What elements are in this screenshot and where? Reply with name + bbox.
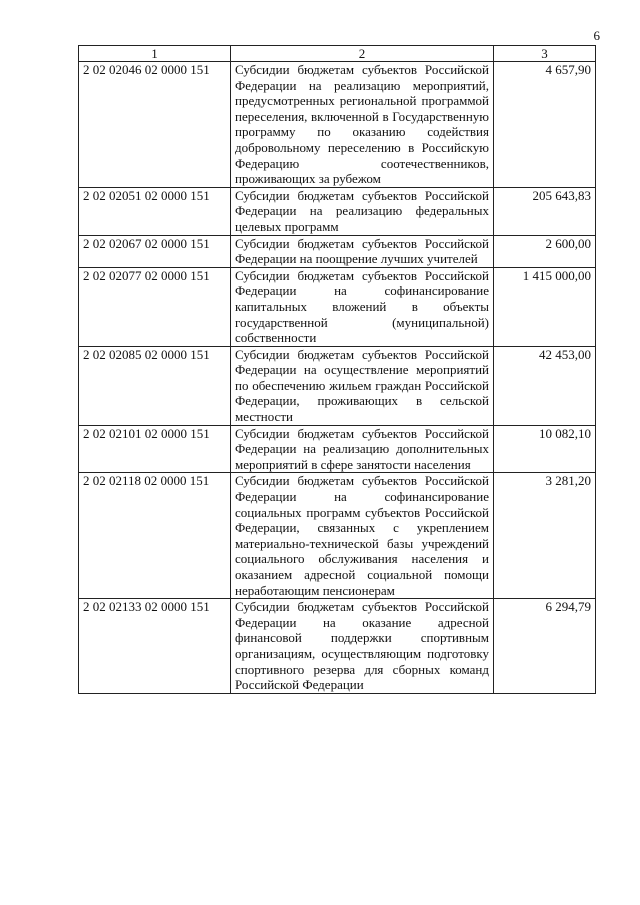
table-row xyxy=(79,473,596,599)
table-body xyxy=(79,62,596,694)
amount: 205 643,83 xyxy=(494,187,596,235)
budget-code: 2 02 02067 02 0000 151 xyxy=(79,235,231,267)
header-row xyxy=(79,46,596,62)
table-header xyxy=(79,46,596,62)
header-cell-2: 2 xyxy=(231,46,494,62)
description: Субсидии бюджетам субъектов Российской Федерации на поощрение лучших учителей xyxy=(231,235,494,267)
budget-code: 2 02 02077 02 0000 151 xyxy=(79,267,231,346)
description: Субсидии бюджетам субъектов Российской Федерации на оказание адресной финансовой поддержки спортивным организациям, осуществляющим подготовку спортивного резерва для сборных команд Российской Федерации xyxy=(231,599,494,694)
budget-code: 2 02 02046 02 0000 151 xyxy=(79,62,231,188)
table-row xyxy=(79,267,596,346)
description: Субсидии бюджетам субъектов Российской Федерации на реализацию федеральных целевых программ xyxy=(231,187,494,235)
amount: 1 415 000,00 xyxy=(494,267,596,346)
table-row xyxy=(79,346,596,425)
amount: 6 294,79 xyxy=(494,599,596,694)
amount: 4 657,90 xyxy=(494,62,596,188)
budget-table xyxy=(78,45,596,694)
budget-code: 2 02 02101 02 0000 151 xyxy=(79,425,231,473)
header-cell-1: 1 xyxy=(79,46,231,62)
description: Субсидии бюджетам субъектов Российской Федерации на реализацию мероприятий, предусмотренных региональной программой переселения, включенной в Государственную программу по оказанию содействия добровольному переселению в Российскую Федерацию соотечественников, проживающих за рубежом xyxy=(231,62,494,188)
amount: 2 600,00 xyxy=(494,235,596,267)
budget-code: 2 02 02085 02 0000 151 xyxy=(79,346,231,425)
amount: 42 453,00 xyxy=(494,346,596,425)
budget-code: 2 02 02051 02 0000 151 xyxy=(79,187,231,235)
header-cell-3: 3 xyxy=(494,46,596,62)
table-row xyxy=(79,599,596,694)
amount: 10 082,10 xyxy=(494,425,596,473)
page-number: 6 xyxy=(593,28,600,43)
table-row xyxy=(79,62,596,188)
budget-code: 2 02 02133 02 0000 151 xyxy=(79,599,231,694)
amount: 3 281,20 xyxy=(494,473,596,599)
table-row xyxy=(79,425,596,473)
description: Субсидии бюджетам субъектов Российской Федерации на осуществление мероприятий по обеспечению жильем граждан Российской Федерации, проживающих в сельской местности xyxy=(231,346,494,425)
table-row xyxy=(79,235,596,267)
table-row xyxy=(79,187,596,235)
budget-code: 2 02 02118 02 0000 151 xyxy=(79,473,231,599)
description: Субсидии бюджетам субъектов Российской Федерации на реализацию дополнительных мероприятий в сфере занятости населения xyxy=(231,425,494,473)
description: Субсидии бюджетам субъектов Российской Федерации на софинансирование капитальных вложений в объекты государственной (муниципальной) собственности xyxy=(231,267,494,346)
description: Субсидии бюджетам субъектов Российской Федерации на софинансирование социальных программ субъектов Российской Федерации, связанных с укреплением материально-технической базы учреждений социального обслуживания населения и оказанием адресной социальной помощи неработающим пенсионерам xyxy=(231,473,494,599)
